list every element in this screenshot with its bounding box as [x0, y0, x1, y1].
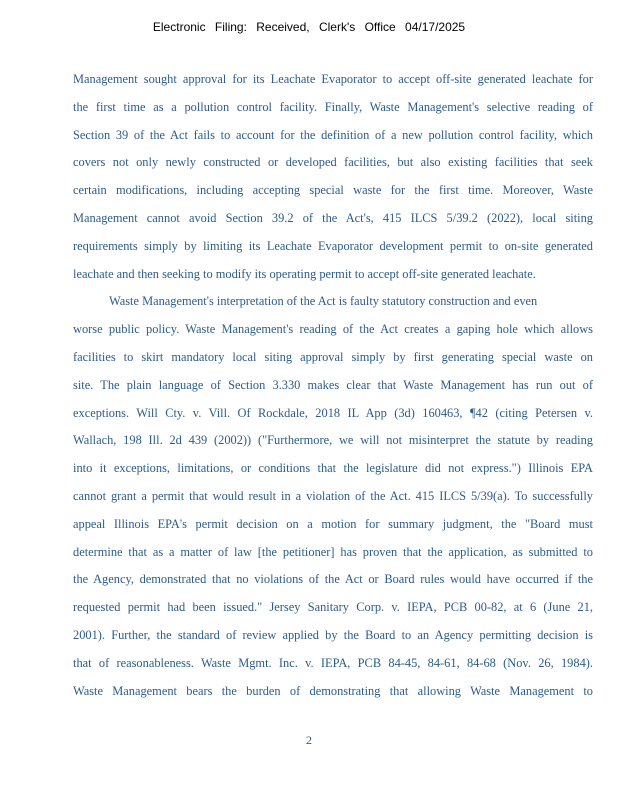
body-line: certain modifications, including accepting special waste for the first time. Moreover, Waste — [73, 183, 593, 198]
body-line: Section 39 of the Act fails to account for the definition of a new pollution control facility, which — [73, 127, 593, 142]
body-line: site. The plain language of Section 3.330 makes clear that Waste Management has run out of — [73, 377, 593, 392]
body-line: exceptions. Will Cty. v. Vill. Of Rockdale, 2018 IL App (3d) 160463, ¶42 (citing Petersen v. — [73, 405, 593, 420]
body-line: 2001). Further, the standard of review applied by the Board to an Agency permitting decision is — [73, 627, 593, 642]
body-line: Management cannot avoid Section 39.2 of the Act's, 415 ILCS 5/39.2 (2022), local siting — [73, 210, 593, 225]
body-line: Management sought approval for its Leachate Evaporator to accept off-site generated leachate for — [73, 72, 593, 86]
body-line: Wallach, 198 Ill. 2d 439 (2002)) ("Furthermore, we will not misinterpret the statute by reading — [73, 433, 593, 448]
document-body — [73, 70, 593, 709]
body-line: Waste Management's interpretation of the Act is faulty statutory construction and even — [109, 294, 538, 309]
filing-stamp: Electronic Filing: Received, Clerk's Office 04/17/2025 — [152, 20, 466, 34]
page-number: 2 — [306, 733, 312, 747]
body-line: leachate and then seeking to modify its operating permit to accept off-site generated leachate. — [73, 266, 536, 281]
body-line: the Agency, demonstrated that no violations of the Act or Board rules would have occurred if the — [73, 572, 593, 587]
body-line: requested permit had been issued." Jersey Sanitary Corp. v. IEPA, PCB 00-82, at 6 (June 21, — [73, 600, 593, 615]
body-line: worse public policy. Waste Management's reading of the Act creates a gaping hole which allows — [73, 322, 593, 337]
body-line: Waste Management bears the burden of demonstrating that allowing Waste Management to — [73, 683, 593, 698]
body-line: covers not only newly constructed or developed facilities, but also existing facilities that seek — [73, 155, 593, 170]
body-line: the first time as a pollution control facility. Finally, Waste Management's selective reading of — [73, 99, 593, 114]
body-line: requirements simply by limiting its Leachate Evaporator development permit to on-site generated — [73, 238, 593, 253]
body-line: into it exceptions, limitations, or conditions that the legislature did not express.") Illinois EPA — [73, 461, 593, 476]
body-line: appeal Illinois EPA's permit decision on a motion for summary judgment, the "Board must — [73, 516, 593, 531]
body-line: facilities to skirt mandatory local siting approval simply by first generating special waste on — [73, 349, 593, 364]
body-line: that of reasonableness. Waste Mgmt. Inc. v. IEPA, PCB 84-45, 84-61, 84-68 (Nov. 26, 1984). — [73, 655, 593, 670]
body-line: determine that as a matter of law [the petitioner] has proven that the application, as submitted to — [73, 544, 593, 559]
body-line: cannot grant a permit that would result in a violation of the Act. 415 ILCS 5/39(a). To successfully — [73, 488, 593, 503]
